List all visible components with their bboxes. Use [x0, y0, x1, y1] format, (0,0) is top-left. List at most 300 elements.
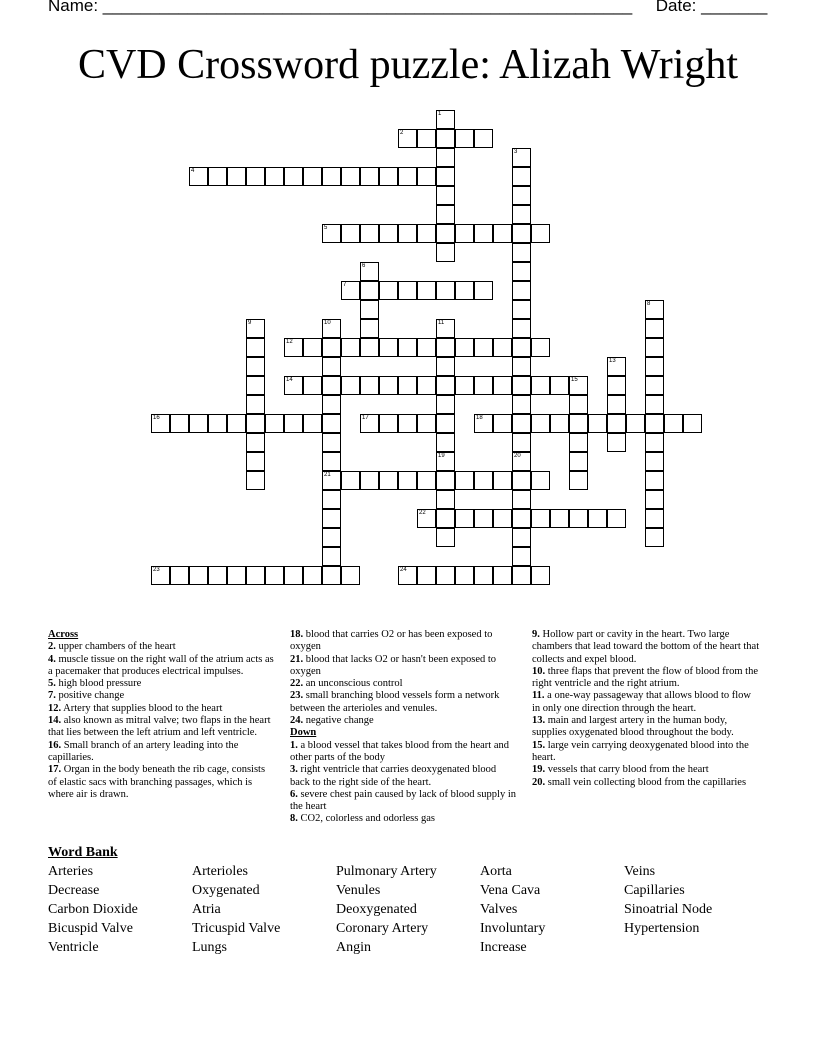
clue-item	[48, 654, 276, 679]
word-bank-title: Word Bank	[48, 845, 118, 860]
word-bank	[48, 862, 768, 957]
clue-number-label: 12.	[48, 702, 62, 714]
grid-cell[interactable]	[531, 414, 550, 433]
grid-cell[interactable]	[341, 566, 360, 585]
grid-cell[interactable]	[246, 338, 265, 357]
clue-number-label: 23.	[290, 690, 304, 702]
clue-text: positive change	[55, 690, 125, 702]
grid-cell[interactable]	[436, 528, 455, 547]
grid-cell[interactable]	[398, 129, 417, 148]
grid-cell[interactable]	[645, 452, 664, 471]
clue-item	[48, 641, 276, 653]
grid-cell[interactable]	[436, 148, 455, 167]
grid-cell[interactable]	[246, 357, 265, 376]
grid-cell[interactable]	[607, 376, 626, 395]
grid-cell[interactable]	[512, 300, 531, 319]
grid-cell[interactable]	[512, 547, 531, 566]
grid-cell[interactable]	[474, 414, 493, 433]
grid-cell[interactable]	[436, 205, 455, 224]
grid-cell[interactable]	[436, 376, 455, 395]
grid-cell[interactable]	[284, 414, 303, 433]
clue-item	[290, 654, 518, 679]
clue-item	[532, 715, 760, 740]
grid-cell[interactable]	[246, 414, 265, 433]
grid-cell[interactable]	[474, 281, 493, 300]
grid-cell[interactable]	[436, 243, 455, 262]
grid-cell[interactable]	[626, 414, 645, 433]
grid-cell[interactable]	[455, 376, 474, 395]
grid-cell[interactable]	[512, 148, 531, 167]
grid-cell[interactable]	[189, 414, 208, 433]
grid-cell[interactable]	[170, 414, 189, 433]
grid-cell[interactable]	[569, 452, 588, 471]
grid-cell[interactable]	[322, 167, 341, 186]
grid-cell[interactable]	[550, 509, 569, 528]
grid-cell[interactable]	[417, 509, 436, 528]
grid-cell[interactable]	[379, 224, 398, 243]
grid-cell[interactable]	[246, 167, 265, 186]
grid-cell[interactable]	[303, 376, 322, 395]
grid-cell[interactable]	[493, 471, 512, 490]
grid-cell[interactable]	[607, 414, 626, 433]
grid-cell[interactable]	[341, 167, 360, 186]
grid-cell[interactable]	[512, 490, 531, 509]
grid-cell[interactable]	[417, 281, 436, 300]
clue-number: 17	[362, 415, 369, 421]
grid-cell[interactable]	[322, 452, 341, 471]
grid-cell[interactable]	[455, 509, 474, 528]
grid-cell[interactable]	[436, 566, 455, 585]
clue-number: 24	[400, 567, 407, 573]
clue-item	[48, 715, 276, 740]
clue-number-label: 7.	[48, 690, 56, 702]
grid-cell[interactable]	[455, 471, 474, 490]
clue-text: upper chambers of the heart	[55, 641, 176, 653]
grid-cell[interactable]	[455, 566, 474, 585]
grid-cell[interactable]	[360, 262, 379, 281]
grid-cell[interactable]	[379, 414, 398, 433]
clue-text: three flaps that prevent the flow of blood from the right ventricle and the right atrium.	[532, 665, 758, 690]
clue-number-label: 17.	[48, 764, 62, 776]
grid-cell[interactable]	[512, 243, 531, 262]
grid-cell[interactable]	[607, 433, 626, 452]
grid-cell[interactable]	[417, 414, 436, 433]
grid-cell[interactable]	[588, 509, 607, 528]
grid-cell[interactable]	[322, 357, 341, 376]
grid-cell[interactable]	[512, 414, 531, 433]
grid-cell[interactable]	[455, 129, 474, 148]
grid-cell[interactable]	[341, 338, 360, 357]
grid-cell[interactable]	[512, 281, 531, 300]
clue-number: 20	[514, 453, 521, 459]
grid-cell[interactable]	[493, 338, 512, 357]
down-clues-list-cont	[532, 629, 760, 789]
grid-cell[interactable]	[436, 471, 455, 490]
clue-number: 16	[153, 415, 160, 421]
word-bank-item: Arterioles	[192, 864, 248, 879]
word-bank-item: Coronary Artery	[336, 921, 429, 936]
grid-cell[interactable]	[531, 376, 550, 395]
grid-cell[interactable]	[645, 357, 664, 376]
clue-text: Artery that supplies blood to the heart	[61, 702, 223, 714]
grid-cell[interactable]	[645, 433, 664, 452]
grid-cell[interactable]	[436, 357, 455, 376]
grid-cell[interactable]	[455, 281, 474, 300]
grid-cell[interactable]	[683, 414, 702, 433]
grid-cell[interactable]	[151, 566, 170, 585]
grid-cell[interactable]	[360, 376, 379, 395]
word-bank-item: Pulmonary Artery	[336, 864, 437, 879]
grid-cell[interactable]	[550, 414, 569, 433]
grid-cell[interactable]	[512, 186, 531, 205]
grid-cell[interactable]	[664, 414, 683, 433]
grid-cell[interactable]	[436, 319, 455, 338]
grid-cell[interactable]	[379, 167, 398, 186]
clue-text: blood that lacks O2 or hasn't been exposed to oxygen	[290, 653, 497, 677]
clue-number: 21	[324, 472, 331, 478]
grid-cell[interactable]	[455, 338, 474, 357]
grid-cell[interactable]	[645, 414, 664, 433]
grid-cell[interactable]	[569, 433, 588, 452]
grid-cell[interactable]	[436, 509, 455, 528]
word-bank-item: Venules	[336, 883, 381, 898]
grid-cell[interactable]	[322, 224, 341, 243]
grid-cell[interactable]	[512, 566, 531, 585]
grid-cell[interactable]	[398, 167, 417, 186]
word-bank-item: Ventricle	[48, 940, 99, 955]
grid-cell[interactable]	[569, 471, 588, 490]
grid-cell[interactable]	[322, 528, 341, 547]
grid-cell[interactable]	[474, 129, 493, 148]
down-clues-list	[290, 740, 518, 826]
grid-cell[interactable]	[208, 414, 227, 433]
grid-cell[interactable]	[588, 414, 607, 433]
grid-cell[interactable]	[360, 167, 379, 186]
grid-cell[interactable]	[398, 224, 417, 243]
clue-text: small branching blood vessels form a network between the arterioles and venules.	[290, 690, 500, 714]
grid-cell[interactable]	[436, 395, 455, 414]
grid-cell[interactable]	[246, 433, 265, 452]
clue-item	[48, 703, 276, 715]
clue-item	[532, 629, 760, 666]
grid-cell[interactable]	[360, 300, 379, 319]
grid-cell[interactable]	[436, 167, 455, 186]
clue-number-label: 6.	[290, 788, 298, 800]
grid-cell[interactable]	[189, 167, 208, 186]
word-bank-item: Arteries	[48, 864, 94, 879]
clue-text: muscle tissue on the right wall of the atrium acts as a pacemaker that produces electrical impulses.	[48, 653, 274, 677]
word-bank-item: Deoxygenated	[336, 902, 417, 917]
grid-cell[interactable]	[417, 566, 436, 585]
clue-number: 23	[153, 567, 160, 573]
grid-cell[interactable]	[341, 471, 360, 490]
word-bank-item: Capillaries	[624, 883, 685, 898]
grid-cell[interactable]	[436, 186, 455, 205]
grid-cell[interactable]	[436, 433, 455, 452]
grid-cell[interactable]	[341, 224, 360, 243]
grid-cell[interactable]	[379, 376, 398, 395]
word-bank-item: Oxygenated	[192, 883, 260, 898]
grid-cell[interactable]	[379, 471, 398, 490]
word-bank-item: Lungs	[192, 940, 227, 955]
grid-cell[interactable]	[398, 376, 417, 395]
grid-cell[interactable]	[322, 433, 341, 452]
grid-cell[interactable]	[512, 319, 531, 338]
clue-text: a blood vessel that takes blood from the heart and other parts of the body	[290, 739, 509, 763]
grid-cell[interactable]	[645, 490, 664, 509]
grid-cell[interactable]	[512, 433, 531, 452]
grid-cell[interactable]	[512, 338, 531, 357]
clue-number-label: 9.	[532, 629, 540, 640]
word-bank-item: Tricuspid Valve	[192, 921, 281, 936]
grid-cell[interactable]	[303, 338, 322, 357]
grid-cell[interactable]	[474, 224, 493, 243]
grid-cell[interactable]	[227, 566, 246, 585]
clue-number-label: 4.	[48, 653, 56, 665]
clue-number: 18	[476, 415, 483, 421]
clue-number-label: 18.	[290, 629, 304, 640]
grid-cell[interactable]	[322, 338, 341, 357]
grid-cell[interactable]	[512, 471, 531, 490]
word-bank-item: Angin	[336, 940, 371, 955]
grid-cell[interactable]	[607, 395, 626, 414]
grid-cell[interactable]	[436, 490, 455, 509]
clue-number: 7	[343, 282, 347, 288]
grid-cell[interactable]	[360, 224, 379, 243]
clue-number-label: 11.	[532, 690, 545, 702]
grid-cell[interactable]	[531, 566, 550, 585]
word-bank-item: Valves	[480, 902, 518, 917]
grid-cell[interactable]	[512, 452, 531, 471]
grid-cell[interactable]	[569, 376, 588, 395]
grid-cell[interactable]	[227, 414, 246, 433]
grid-cell[interactable]	[322, 547, 341, 566]
clue-number: 15	[571, 377, 578, 383]
grid-cell[interactable]	[474, 509, 493, 528]
grid-cell[interactable]	[284, 566, 303, 585]
clue-item	[290, 715, 518, 727]
grid-cell[interactable]	[189, 566, 208, 585]
grid-cell[interactable]	[417, 471, 436, 490]
clue-item	[532, 777, 760, 789]
clue-number: 11	[438, 320, 445, 326]
grid-cell[interactable]	[284, 167, 303, 186]
grid-cell[interactable]	[265, 167, 284, 186]
grid-cell[interactable]	[493, 509, 512, 528]
grid-cell[interactable]	[512, 395, 531, 414]
grid-cell[interactable]	[417, 129, 436, 148]
clue-number-label: 21.	[290, 653, 304, 665]
grid-cell[interactable]	[322, 490, 341, 509]
grid-cell[interactable]	[246, 452, 265, 471]
word-bank-item: Hypertension	[624, 921, 700, 936]
grid-cell[interactable]	[493, 224, 512, 243]
clue-number: 1	[438, 111, 442, 117]
word-bank-item: Atria	[192, 902, 221, 917]
clue-number-label: 14.	[48, 715, 62, 727]
grid-cell[interactable]	[246, 376, 265, 395]
clue-number-label: 8.	[290, 813, 298, 825]
clue-number: 5	[324, 225, 328, 231]
grid-cell[interactable]	[512, 357, 531, 376]
clue-number-label: 16.	[48, 739, 62, 751]
clue-item	[532, 740, 760, 765]
clue-number-label: 19.	[532, 764, 546, 776]
clue-text: main and largest artery in the human body, supplies oxygenated blood throughout the body.	[532, 715, 734, 739]
grid-cell[interactable]	[170, 566, 189, 585]
grid-cell[interactable]	[265, 414, 284, 433]
clue-text: CO2, colorless and odorless gas	[297, 813, 435, 825]
grid-cell[interactable]	[151, 414, 170, 433]
clue-number-label: 13.	[532, 715, 546, 727]
grid-cell[interactable]	[398, 414, 417, 433]
grid-cell[interactable]	[531, 509, 550, 528]
grid-cell[interactable]	[474, 338, 493, 357]
grid-cell[interactable]	[303, 167, 322, 186]
grid-cell[interactable]	[550, 376, 569, 395]
grid-cell[interactable]	[341, 376, 360, 395]
grid-cell[interactable]	[474, 471, 493, 490]
grid-cell[interactable]	[569, 509, 588, 528]
clue-number-label: 22.	[290, 678, 304, 690]
clue-text: right ventricle that carries deoxygenated blood back to the right side of the heart.	[290, 764, 497, 788]
grid-cell[interactable]	[569, 414, 588, 433]
clue-item	[290, 678, 518, 690]
grid-cell[interactable]	[322, 395, 341, 414]
clue-number-label: 2.	[48, 641, 56, 653]
grid-cell[interactable]	[493, 414, 512, 433]
grid-cell[interactable]	[512, 205, 531, 224]
clue-number: 2	[400, 130, 404, 136]
clue-text: severe chest pain caused by lack of blood supply in the heart	[290, 788, 516, 813]
grid-cell[interactable]	[645, 395, 664, 414]
grid-cell[interactable]	[436, 281, 455, 300]
clue-text: also known as mitral valve; two flaps in the heart that lies between the left atrium and left ventricle.	[48, 715, 271, 739]
grid-cell[interactable]	[417, 376, 436, 395]
grid-cell[interactable]	[417, 338, 436, 357]
grid-cell[interactable]	[322, 566, 341, 585]
grid-cell[interactable]	[645, 528, 664, 547]
clue-number: 10	[324, 320, 331, 326]
grid-cell[interactable]	[436, 129, 455, 148]
grid-cell[interactable]	[246, 471, 265, 490]
grid-cell[interactable]	[398, 471, 417, 490]
clue-item	[290, 629, 518, 654]
grid-cell[interactable]	[360, 281, 379, 300]
grid-cell[interactable]	[645, 376, 664, 395]
grid-cell[interactable]	[607, 509, 626, 528]
name-field-label[interactable]: Name: ________________________________________________________	[48, 0, 633, 15]
grid-cell[interactable]	[512, 376, 531, 395]
grid-cell[interactable]	[512, 262, 531, 281]
word-bank-item: Decrease	[48, 883, 100, 898]
grid-cell[interactable]	[436, 414, 455, 433]
grid-cell[interactable]	[246, 319, 265, 338]
grid-cell[interactable]	[398, 338, 417, 357]
grid-cell[interactable]	[493, 376, 512, 395]
grid-cell[interactable]	[284, 338, 303, 357]
grid-cell[interactable]	[512, 224, 531, 243]
grid-cell[interactable]	[360, 471, 379, 490]
word-bank-item: Increase	[480, 940, 527, 955]
grid-cell[interactable]	[322, 414, 341, 433]
grid-cell[interactable]	[455, 224, 474, 243]
grid-cell[interactable]	[208, 566, 227, 585]
clues-column-3	[532, 629, 760, 789]
grid-cell[interactable]	[645, 509, 664, 528]
clue-item	[290, 789, 518, 814]
grid-cell[interactable]	[303, 414, 322, 433]
grid-cell[interactable]	[417, 167, 436, 186]
grid-cell[interactable]	[398, 281, 417, 300]
grid-cell[interactable]	[512, 167, 531, 186]
clue-text: negative change	[303, 715, 374, 727]
grid-cell[interactable]	[436, 224, 455, 243]
clue-number: 12	[286, 339, 293, 345]
grid-cell[interactable]	[436, 452, 455, 471]
clue-item	[532, 764, 760, 776]
grid-cell[interactable]	[322, 471, 341, 490]
grid-cell[interactable]	[322, 509, 341, 528]
grid-cell[interactable]	[246, 566, 265, 585]
grid-cell[interactable]	[379, 338, 398, 357]
grid-cell[interactable]	[322, 376, 341, 395]
grid-cell[interactable]	[360, 319, 379, 338]
grid-cell[interactable]	[645, 300, 664, 319]
grid-cell[interactable]	[645, 319, 664, 338]
grid-cell[interactable]	[569, 395, 588, 414]
grid-cell[interactable]	[417, 224, 436, 243]
grid-cell[interactable]	[303, 566, 322, 585]
date-field-label[interactable]: Date: _______	[655, 0, 768, 15]
grid-cell[interactable]	[208, 167, 227, 186]
grid-cell[interactable]	[360, 414, 379, 433]
clue-text: Small branch of an artery leading into the capillaries.	[48, 739, 239, 763]
grid-cell[interactable]	[531, 338, 550, 357]
word-bank-item: Veins	[624, 864, 656, 879]
grid-cell[interactable]	[341, 281, 360, 300]
grid-cell[interactable]	[398, 566, 417, 585]
clue-number-label: 15.	[532, 739, 546, 751]
grid-cell[interactable]	[474, 376, 493, 395]
across-heading: Across	[48, 629, 79, 640]
grid-cell[interactable]	[379, 281, 398, 300]
grid-cell[interactable]	[531, 224, 550, 243]
grid-cell[interactable]	[645, 471, 664, 490]
grid-cell[interactable]	[322, 319, 341, 338]
down-heading: Down	[290, 727, 317, 739]
grid-cell[interactable]	[512, 509, 531, 528]
grid-cell[interactable]	[512, 528, 531, 547]
grid-cell[interactable]	[436, 338, 455, 357]
across-clues-list-cont	[290, 629, 518, 727]
grid-cell[interactable]	[493, 566, 512, 585]
grid-cell[interactable]	[474, 566, 493, 585]
grid-cell[interactable]	[246, 395, 265, 414]
grid-cell[interactable]	[531, 471, 550, 490]
grid-cell[interactable]	[360, 338, 379, 357]
clue-number-label: 10.	[532, 665, 546, 677]
grid-cell[interactable]	[227, 167, 246, 186]
grid-cell[interactable]	[607, 357, 626, 376]
clue-text: high blood pressure	[55, 678, 142, 690]
grid-cell[interactable]	[436, 110, 455, 129]
grid-cell[interactable]	[645, 338, 664, 357]
clue-number-label: 1.	[290, 739, 298, 751]
clue-item	[290, 690, 518, 715]
grid-cell[interactable]	[265, 566, 284, 585]
grid-cell[interactable]	[284, 376, 303, 395]
